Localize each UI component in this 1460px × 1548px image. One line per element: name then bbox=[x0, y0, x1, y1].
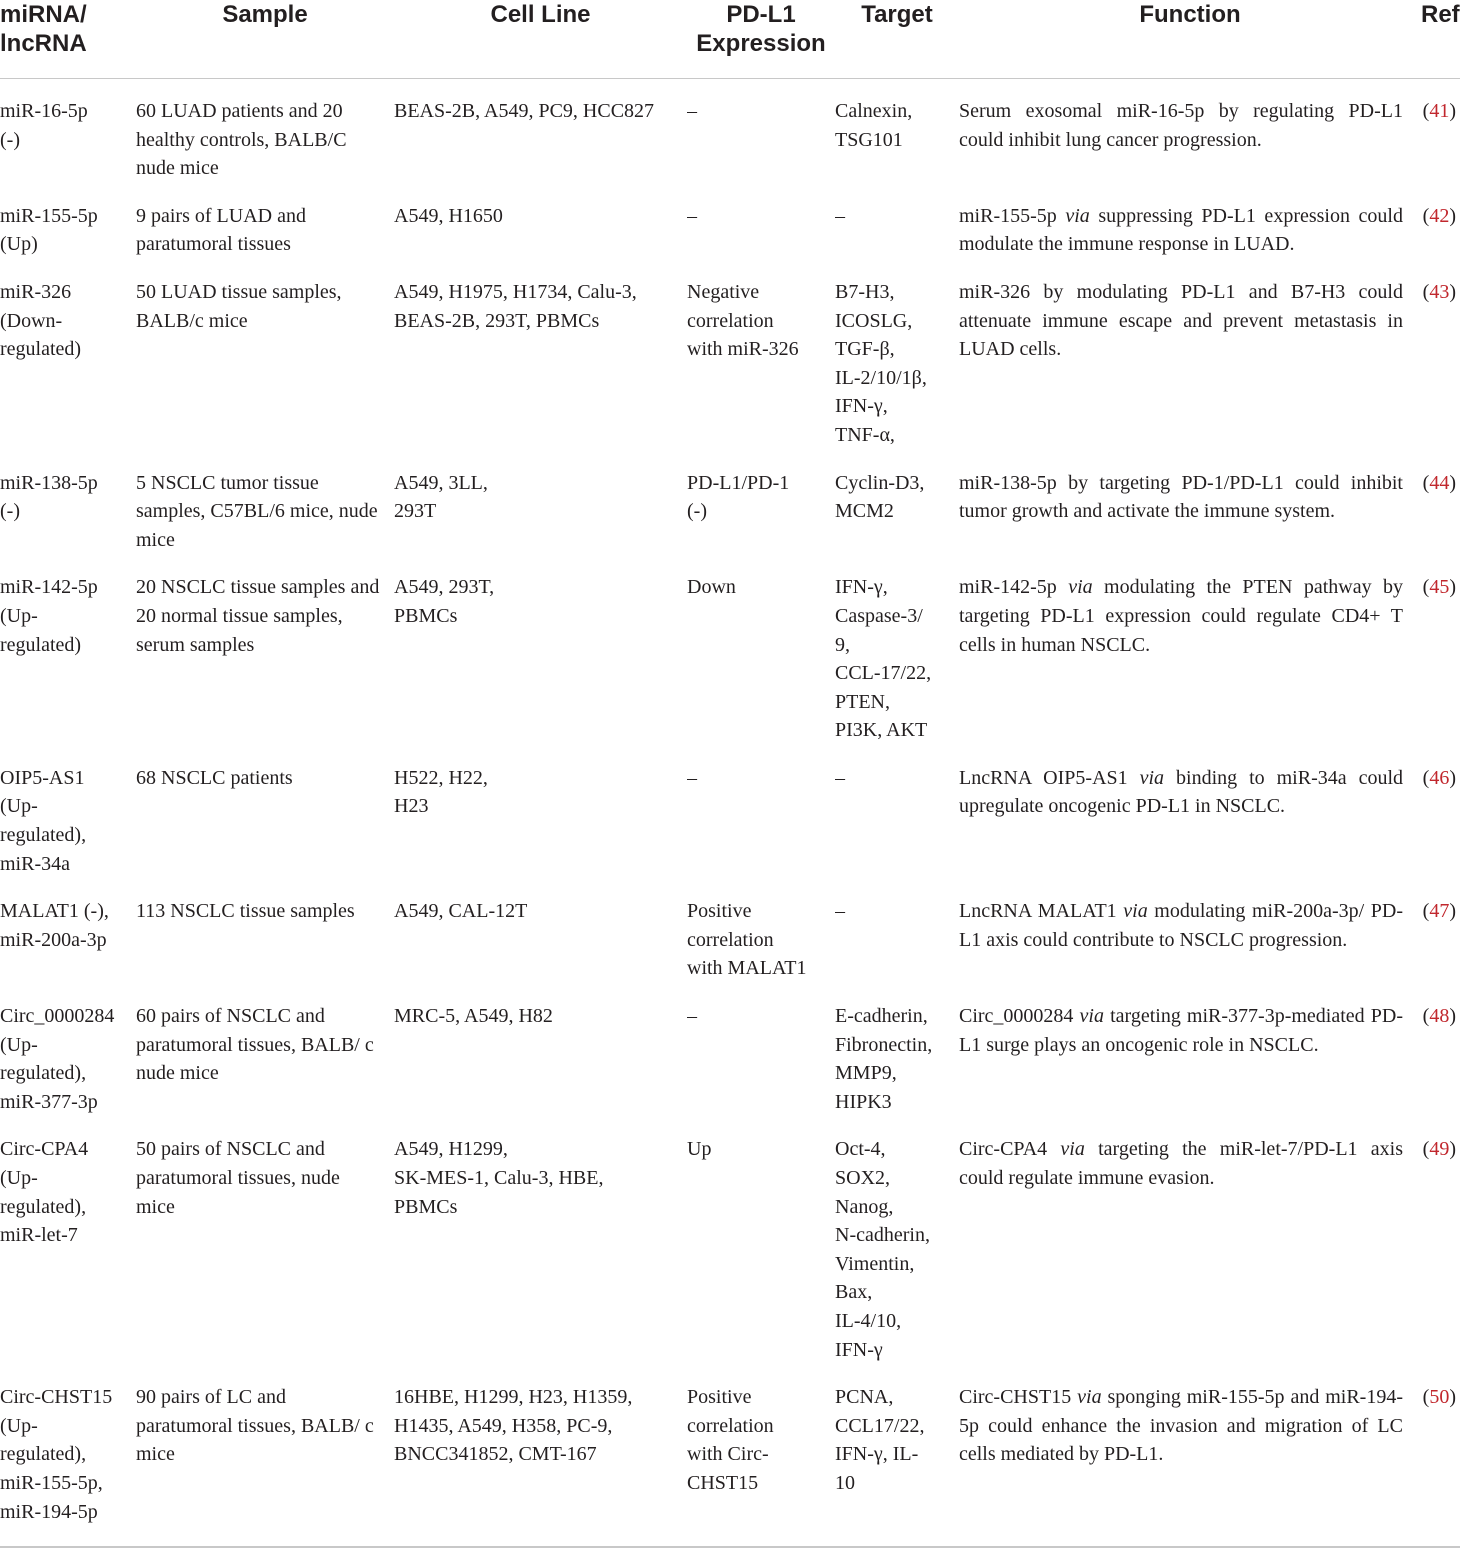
header-function bbox=[959, 0, 1421, 79]
cell-target-line: IL-2/10/1β, bbox=[835, 366, 927, 389]
table-row bbox=[0, 259, 1460, 450]
cell-mirna-line: Circ-CPA4 bbox=[0, 1138, 89, 1161]
cell-target-line: Calnexin, bbox=[835, 100, 913, 122]
function-italic: via bbox=[1060, 1138, 1085, 1161]
cell-pdl1-expression-line: Up bbox=[687, 1138, 712, 1161]
cell-mirna-line: (Down- bbox=[0, 309, 63, 332]
cell-sample: 20 NSCLC tissue samples and 20 normal tissue samples, serum samples bbox=[136, 576, 380, 656]
header-line: Cell Line bbox=[490, 1, 591, 28]
cell-target bbox=[835, 554, 959, 745]
cell-target bbox=[835, 79, 959, 183]
cell-target bbox=[835, 450, 959, 555]
cell-pdl1-expression-line: correlation bbox=[687, 309, 774, 332]
table-body bbox=[0, 79, 1460, 1548]
cell-target-line: MCM2 bbox=[835, 500, 894, 523]
function-text: targeting the miR-let-7/PD-L1 axis could regulate immune evasion. bbox=[959, 1138, 1403, 1189]
cell-ref[interactable]: (47) bbox=[1422, 900, 1456, 923]
cell-cell-line-line: BEAS-2B, A549, PC9, HCC827 bbox=[394, 100, 655, 122]
cell-target-line: PCNA, bbox=[835, 1386, 894, 1409]
cell-function bbox=[959, 183, 1421, 259]
cell-sample: 50 LUAD tissue samples, BALB/c mice bbox=[136, 280, 342, 332]
cell-pdl1-expression-line: Negative bbox=[687, 280, 760, 303]
cell-target-line: IFN-γ bbox=[835, 1338, 883, 1361]
cell-function bbox=[959, 450, 1421, 555]
cell-function bbox=[959, 1116, 1421, 1364]
cell-sample: 50 pairs of NSCLC and paratumoral tissues, nude mice bbox=[136, 1138, 340, 1218]
cell-cell-line bbox=[394, 983, 687, 1116]
cell-mirna-line: regulated), bbox=[0, 824, 87, 847]
cell-sample: 90 pairs of LC and paratumoral tissues, BALB/ c mice bbox=[136, 1364, 394, 1547]
cell-target bbox=[835, 183, 959, 259]
cell-mirna-line: (-) bbox=[0, 500, 20, 523]
cell-mirna-line: regulated), bbox=[0, 1443, 87, 1466]
table-header-row bbox=[0, 0, 1460, 79]
cell-pdl1-expression-line: PD-L1/PD-1 bbox=[687, 471, 790, 494]
ref-link[interactable]: 47 bbox=[1429, 900, 1450, 923]
header-pdl1-expression bbox=[687, 0, 835, 79]
ref-link[interactable]: 48 bbox=[1429, 1005, 1450, 1028]
cell-mirna bbox=[0, 183, 136, 259]
cell-cell-line-line: H23 bbox=[394, 795, 429, 818]
cell-pdl1-expression bbox=[687, 1116, 835, 1364]
cell-target-line: HIPK3 bbox=[835, 1090, 892, 1113]
cell-cell-line-line: PBMCs bbox=[394, 1195, 458, 1218]
cell-function bbox=[959, 745, 1421, 878]
cell-mirna-line: Circ-CHST15 bbox=[0, 1386, 113, 1409]
cell-cell-line-line: MRC-5, A549, H82 bbox=[394, 1005, 553, 1028]
cell-target-line: B7-H3, bbox=[835, 280, 895, 303]
header-mirna-lncrna bbox=[0, 0, 136, 79]
cell-mirna-line: (Up- bbox=[0, 604, 38, 627]
function-italic: via bbox=[1068, 576, 1093, 599]
cell-target-line: CCL-17/22, bbox=[835, 662, 932, 685]
cell-target-line: Cyclin-D3, bbox=[835, 471, 925, 494]
cell-pdl1-expression-line: Positive bbox=[687, 1386, 752, 1409]
cell-pdl1-expression-line: (-) bbox=[687, 500, 707, 523]
cell-pdl1-expression-line: Positive bbox=[687, 900, 752, 923]
cell-target bbox=[835, 878, 959, 983]
cell-cell-line-line: BNCC341852, CMT-167 bbox=[394, 1443, 597, 1466]
cell-cell-line-line: A549, H1650 bbox=[394, 204, 503, 227]
cell-target-line: CCL17/22, bbox=[835, 1414, 925, 1437]
cell-target-line: Oct-4, bbox=[835, 1138, 886, 1161]
function-text: targeting miR-377-3p-mediated PD-L1 surge plays an oncogenic role in NSCLC. bbox=[959, 1005, 1403, 1056]
table-row bbox=[0, 983, 1460, 1116]
function-italic: via bbox=[1123, 900, 1148, 923]
table-row bbox=[0, 1116, 1460, 1364]
function-text: Circ-CHST15 bbox=[959, 1386, 1078, 1409]
cell-mirna bbox=[0, 554, 136, 745]
header-target bbox=[835, 0, 959, 79]
cell-target-line: IL-4/10, bbox=[835, 1309, 902, 1332]
cell-mirna-line: miR-155-5p, bbox=[0, 1471, 103, 1494]
function-text: Circ-CPA4 bbox=[959, 1138, 1061, 1161]
cell-target-line: 10 bbox=[835, 1471, 855, 1494]
cell-mirna bbox=[0, 450, 136, 555]
cell-function bbox=[959, 79, 1421, 183]
cell-target-line: MMP9, bbox=[835, 1062, 897, 1085]
cell-cell-line-line: H522, H22, bbox=[394, 766, 488, 789]
cell-ref[interactable]: (46) bbox=[1422, 766, 1456, 789]
header-line: PD-L1 bbox=[726, 1, 796, 28]
table-row bbox=[0, 183, 1460, 259]
cell-pdl1-expression-line: correlation bbox=[687, 1414, 774, 1437]
table-row bbox=[0, 450, 1460, 555]
cell-mirna-line: miR-142-5p bbox=[0, 576, 98, 599]
cell-pdl1-expression-line: with MALAT1 bbox=[687, 957, 807, 980]
function-text: modulating miR-200a-3p/ PD-L1 axis could contribute to NSCLC progression. bbox=[959, 900, 1403, 951]
cell-target-line: 9, bbox=[835, 633, 850, 656]
cell-cell-line bbox=[394, 183, 687, 259]
ref-link[interactable]: 49 bbox=[1429, 1138, 1450, 1161]
cell-target bbox=[835, 1116, 959, 1364]
cell-target-line: TSG101 bbox=[835, 128, 903, 151]
header-line: Function bbox=[1139, 1, 1241, 28]
table-row bbox=[0, 79, 1460, 183]
cell-ref[interactable]: (41) bbox=[1422, 100, 1456, 122]
cell-cell-line-line: A549, H1975, H1734, Calu-3, BEAS-2B, 293T, PBMCs bbox=[394, 280, 637, 332]
cell-pdl1-expression-line: with Circ- bbox=[687, 1443, 769, 1466]
cell-sample: 113 NSCLC tissue samples bbox=[136, 900, 355, 923]
cell-mirna-line: miR-326 bbox=[0, 280, 72, 303]
function-text: LncRNA OIP5-AS1 bbox=[959, 766, 1140, 789]
cell-function bbox=[959, 878, 1421, 983]
function-text: LncRNA MALAT1 bbox=[959, 900, 1124, 923]
cell-pdl1-expression bbox=[687, 79, 835, 183]
cell-mirna-line: miR-194-5p bbox=[0, 1500, 98, 1523]
cell-mirna bbox=[0, 878, 136, 983]
cell-sample: 60 pairs of NSCLC and paratumoral tissues, BALB/ c nude mice bbox=[136, 1005, 374, 1085]
cell-function bbox=[959, 983, 1421, 1116]
cell-target-line: Bax, bbox=[835, 1281, 873, 1304]
cell-mirna-line: (-) bbox=[0, 128, 20, 151]
cell-target-line: PI3K, AKT bbox=[835, 719, 928, 742]
cell-pdl1-expression-line: with miR-326 bbox=[687, 338, 799, 361]
cell-cell-line bbox=[394, 450, 687, 555]
cell-pdl1-expression-line: – bbox=[687, 100, 697, 122]
ref-link[interactable]: 42 bbox=[1429, 204, 1450, 227]
cell-cell-line bbox=[394, 1116, 687, 1364]
cell-sample: 9 pairs of LUAD and paratumoral tissues bbox=[136, 204, 306, 256]
cell-target-line: TGF-β, bbox=[835, 338, 895, 361]
cell-target-line: IFN-γ, bbox=[835, 395, 888, 418]
cell-cell-line bbox=[394, 878, 687, 983]
cell-target bbox=[835, 983, 959, 1116]
cell-target-line: SOX2, bbox=[835, 1167, 891, 1189]
function-text: suppressing PD-L1 expression could modulate the immune response in LUAD. bbox=[959, 204, 1403, 256]
cell-pdl1-expression bbox=[687, 450, 835, 555]
cell-ref[interactable]: (50) bbox=[1421, 1364, 1460, 1547]
cell-pdl1-expression-line: CHST15 bbox=[687, 1471, 759, 1494]
cell-ref[interactable]: (49) bbox=[1422, 1138, 1456, 1161]
cell-target-line: – bbox=[835, 900, 845, 923]
cell-ref[interactable]: (44) bbox=[1422, 471, 1456, 494]
cell-mirna-line: miR-155-5p bbox=[0, 204, 98, 227]
cell-target-line: IFN-γ, IL- bbox=[835, 1443, 919, 1466]
cell-cell-line-line: 293T bbox=[394, 500, 437, 523]
function-text: binding to miR-34a could upregulate oncogenic PD-L1 in NSCLC. bbox=[959, 766, 1404, 818]
cell-pdl1-expression-line: – bbox=[687, 1005, 697, 1028]
cell-target-line: PTEN, bbox=[835, 690, 890, 713]
cell-mirna-line: miR-138-5p bbox=[0, 471, 98, 494]
cell-cell-line-line: A549, 293T, bbox=[394, 576, 495, 599]
header-sample bbox=[136, 0, 394, 79]
function-italic: via bbox=[1065, 204, 1090, 227]
header-line: lncRNA bbox=[0, 30, 87, 57]
cell-target-line: – bbox=[835, 766, 845, 789]
cell-cell-line-line: A549, H1299, bbox=[394, 1138, 508, 1161]
cell-pdl1-expression bbox=[687, 259, 835, 450]
cell-target-line: Caspase-3/ bbox=[835, 604, 923, 627]
cell-mirna-line: miR-200a-3p bbox=[0, 928, 107, 951]
cell-target-line: TNF-α, bbox=[835, 423, 895, 446]
header-cell-line bbox=[394, 0, 687, 79]
cell-sample: 68 NSCLC patients bbox=[136, 766, 293, 789]
cell-target-line: Nanog, bbox=[835, 1195, 894, 1218]
ref-link[interactable]: 41 bbox=[1429, 100, 1450, 122]
cell-pdl1-expression bbox=[687, 745, 835, 878]
cell-mirna-line: (Up- bbox=[0, 1167, 38, 1189]
cell-cell-line-line: 16HBE, H1299, H23, H1359, bbox=[394, 1386, 633, 1409]
cell-target-line: IFN-γ, bbox=[835, 576, 888, 599]
cell-ref[interactable]: (48) bbox=[1422, 1005, 1456, 1028]
cell-mirna-line: regulated) bbox=[0, 338, 82, 361]
function-italic: via bbox=[1139, 766, 1165, 789]
cell-mirna-line: (Up- bbox=[0, 1414, 38, 1437]
ref-link[interactable]: 46 bbox=[1429, 766, 1450, 789]
cell-pdl1-expression-line: Down bbox=[687, 576, 736, 599]
function-italic: via bbox=[1077, 1386, 1102, 1409]
cell-mirna bbox=[0, 1116, 136, 1364]
function-text: modulating the PTEN pathway by targeting PD-L1 expression could regulate CD4+ T cells in human NSCLC. bbox=[959, 576, 1403, 656]
cell-cell-line-line: SK-MES-1, Calu-3, HBE, bbox=[394, 1167, 604, 1189]
function-text: miR-138-5p by targeting PD-1/PD-L1 could inhibit tumor growth and activate the immune system. bbox=[959, 471, 1403, 523]
cell-ref[interactable]: (42) bbox=[1422, 204, 1456, 227]
ref-link[interactable]: 50 bbox=[1429, 1386, 1450, 1409]
ref-link[interactable]: 45 bbox=[1429, 576, 1450, 599]
function-text: miR-155-5p bbox=[959, 204, 1066, 227]
cell-mirna-line: miR-16-5p bbox=[0, 100, 88, 122]
cell-ref[interactable]: (43) bbox=[1422, 280, 1456, 303]
cell-function bbox=[959, 554, 1421, 745]
cell-ref[interactable]: (45) bbox=[1422, 576, 1456, 599]
header-line: Sample bbox=[222, 1, 308, 28]
function-text: Circ_0000284 bbox=[959, 1005, 1080, 1028]
header-line: Target bbox=[861, 1, 933, 28]
cell-cell-line-line: PBMCs bbox=[394, 604, 458, 627]
cell-mirna-line: (Up- bbox=[0, 1033, 38, 1056]
cell-pdl1-expression-line: – bbox=[687, 766, 697, 789]
cell-cell-line bbox=[394, 259, 687, 450]
table-row bbox=[0, 878, 1460, 983]
table-row bbox=[0, 554, 1460, 745]
header-ref bbox=[1421, 0, 1460, 79]
header-line: miRNA/ bbox=[0, 1, 87, 28]
cell-cell-line-line: H1435, A549, H358, PC-9, bbox=[394, 1414, 613, 1437]
cell-pdl1-expression-line: – bbox=[687, 204, 697, 227]
cell-target-line: Vimentin, bbox=[835, 1252, 915, 1275]
cell-mirna-line: regulated), bbox=[0, 1195, 87, 1218]
cell-cell-line-line: A549, 3LL, bbox=[394, 471, 488, 494]
cell-target-line: ICOSLG, bbox=[835, 309, 913, 332]
cell-function bbox=[959, 259, 1421, 450]
function-italic: via bbox=[1079, 1005, 1104, 1028]
cell-cell-line bbox=[394, 79, 687, 183]
header-line: Ref bbox=[1421, 1, 1460, 28]
cell-target-line: Fibronectin, bbox=[835, 1033, 933, 1056]
cell-mirna bbox=[0, 745, 136, 878]
cell-mirna-line: miR-let-7 bbox=[0, 1224, 78, 1247]
cell-mirna bbox=[0, 79, 136, 183]
cell-pdl1-expression bbox=[687, 183, 835, 259]
function-text: miR-142-5p bbox=[959, 576, 1069, 599]
table-row bbox=[0, 745, 1460, 878]
cell-mirna-line: (Up) bbox=[0, 233, 38, 256]
cell-pdl1-expression bbox=[687, 983, 835, 1116]
cell-mirna-line: miR-34a bbox=[0, 852, 70, 875]
function-text: sponging miR-155-5p and miR-194-5p could enhance the invasion and migration of LC cells mediated by PD-L1. bbox=[959, 1386, 1404, 1466]
cell-target-line: E-cadherin, bbox=[835, 1005, 928, 1028]
cell-mirna-line: Circ_0000284 bbox=[0, 1005, 115, 1028]
cell-sample: 60 LUAD patients and 20 healthy controls, BALB/C nude mice bbox=[136, 100, 347, 180]
cell-cell-line bbox=[394, 554, 687, 745]
cell-pdl1-expression bbox=[687, 554, 835, 745]
ref-link[interactable]: 43 bbox=[1429, 280, 1450, 303]
cell-target bbox=[835, 745, 959, 878]
ref-link[interactable]: 44 bbox=[1429, 471, 1450, 494]
cell-pdl1-expression-line: correlation bbox=[687, 928, 774, 951]
cell-cell-line-line: A549, CAL-12T bbox=[394, 900, 528, 923]
cell-mirna bbox=[0, 259, 136, 450]
cell-cell-line bbox=[394, 745, 687, 878]
cell-mirna-line: miR-377-3p bbox=[0, 1090, 98, 1113]
cell-pdl1-expression bbox=[687, 878, 835, 983]
cell-target bbox=[835, 259, 959, 450]
cell-mirna bbox=[0, 983, 136, 1116]
cell-mirna-line: regulated), bbox=[0, 1062, 87, 1085]
cell-target-line: N-cadherin, bbox=[835, 1224, 930, 1247]
cell-mirna-line: (Up- bbox=[0, 795, 38, 818]
cell-sample: 5 NSCLC tumor tissue samples, C57BL/6 mice, nude mice bbox=[136, 471, 378, 551]
cell-mirna-line: regulated) bbox=[0, 633, 82, 656]
cell-target-line: – bbox=[835, 204, 845, 227]
cell-mirna-line: MALAT1 (-), bbox=[0, 900, 109, 923]
function-text: Serum exosomal miR-16-5p by regulating PD-L1 could inhibit lung cancer progression. bbox=[959, 100, 1403, 151]
cell-mirna-line: OIP5-AS1 bbox=[0, 766, 85, 789]
header-line: Expression bbox=[696, 30, 826, 57]
function-text: miR-326 by modulating PD-L1 and B7-H3 could attenuate immune escape and prevent metastasis in LUAD cells. bbox=[959, 280, 1403, 361]
